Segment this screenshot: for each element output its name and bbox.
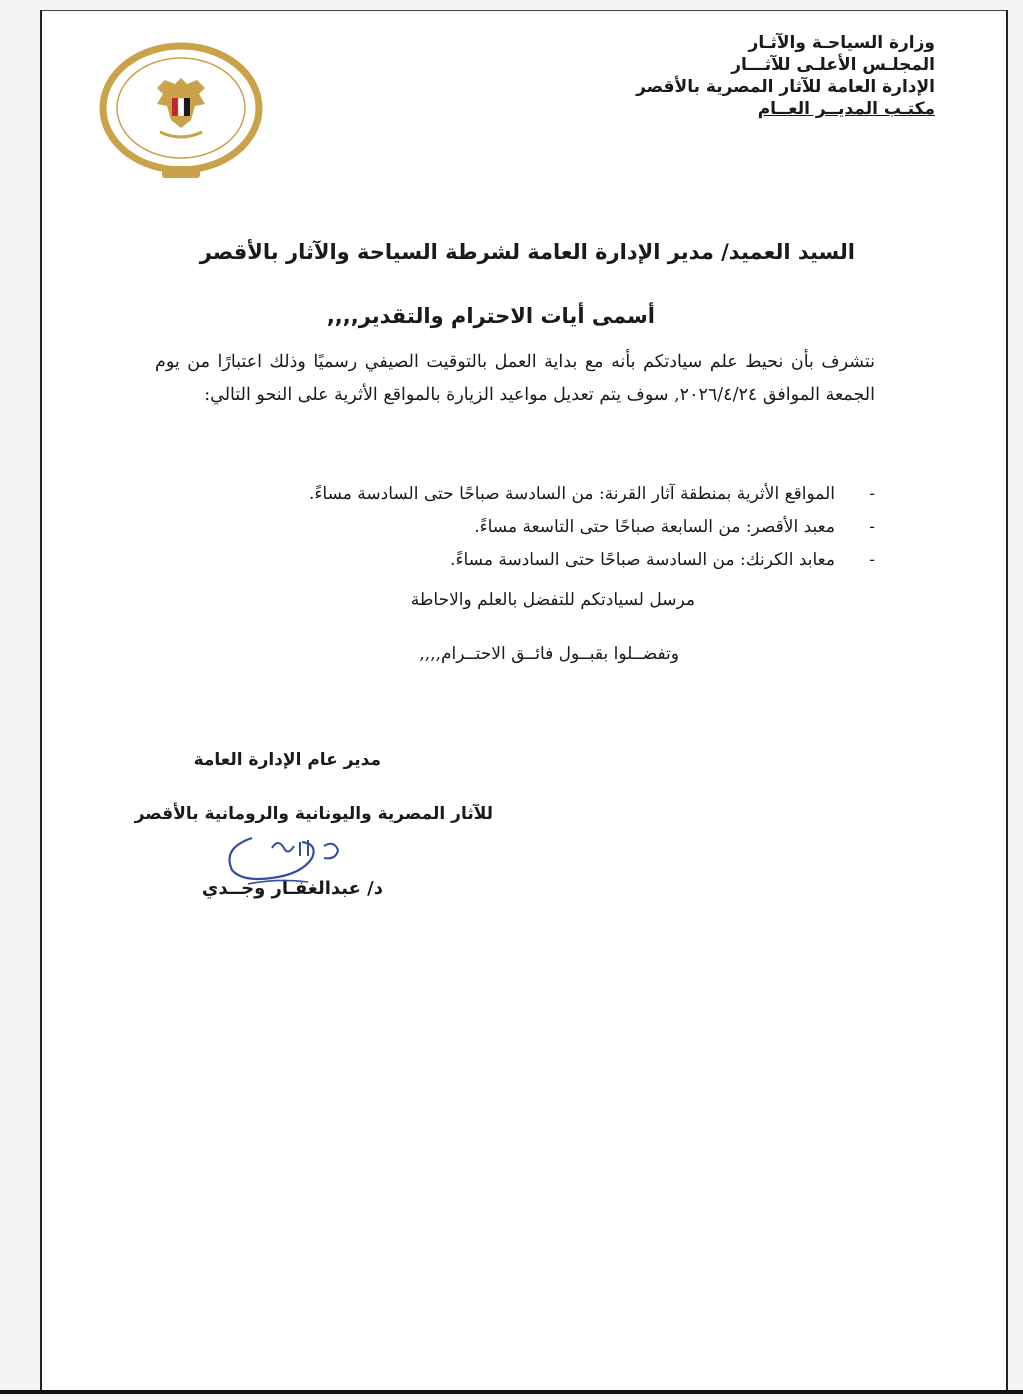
department-name: الإدارة العامة للآثار المصرية بالأقصر — [636, 77, 935, 97]
letter-body — [155, 346, 875, 412]
list-item: -معبد الأقصر: من السابعة صباحًا حتى التاسعة مساءً. — [474, 517, 875, 537]
signatory-title: مدير عام الإدارة العامة — [193, 750, 381, 770]
signatory-department: للآثار المصرية واليونانية والرومانية بالأقصر — [134, 804, 493, 824]
page-bottom-border — [0, 1390, 1023, 1394]
office-name: مكتـب المديــر العــام — [757, 99, 935, 119]
visiting-schedule — [155, 478, 875, 577]
signatory-name: د/ عبدالغفـار وجــدي — [201, 878, 383, 899]
ministry-name: وزارة السياحـة والآثـار — [748, 33, 935, 53]
greeting: أسمى أيات الاحترام والتقدير,,,, — [326, 304, 655, 328]
list-item: -معابد الكرنك: من السادسة صباحًا حتى السادسة مساءً. — [450, 550, 875, 570]
salutation: السيد العميد/ مدير الإدارة العامة لشرطة السياحة والآثار بالأقصر — [199, 240, 855, 264]
sent-note: مرسل لسيادتكم للتفضل بالعلم والاحاطة — [410, 590, 695, 610]
ministry-logo — [98, 40, 264, 182]
document-page — [40, 10, 1008, 1390]
letterhead — [515, 32, 935, 120]
council-name: المجلـس الأعلـى للآثـــار — [731, 55, 935, 75]
closing-line: وتفضــلوا بقبــول فائــق الاحتــرام,,,, — [419, 644, 679, 664]
handwritten-signature — [212, 818, 362, 898]
list-item: -المواقع الأثرية بمنطقة آثار القرنة: من السادسة صباحًا حتى السادسة مساءً. — [309, 484, 875, 504]
body-paragraph: نتشرف بأن نحيط علم سيادتكم بأنه مع بداية العمل بالتوقيت الصيفي رسميًا وذلك اعتبارًا من يوم الجمعة الموافق ٢٠٢٦/٤/٢٤, سوف يتم تعديل مواعيد الزيارة بالمواقع الأثرية على النحو التالي: — [155, 352, 875, 405]
